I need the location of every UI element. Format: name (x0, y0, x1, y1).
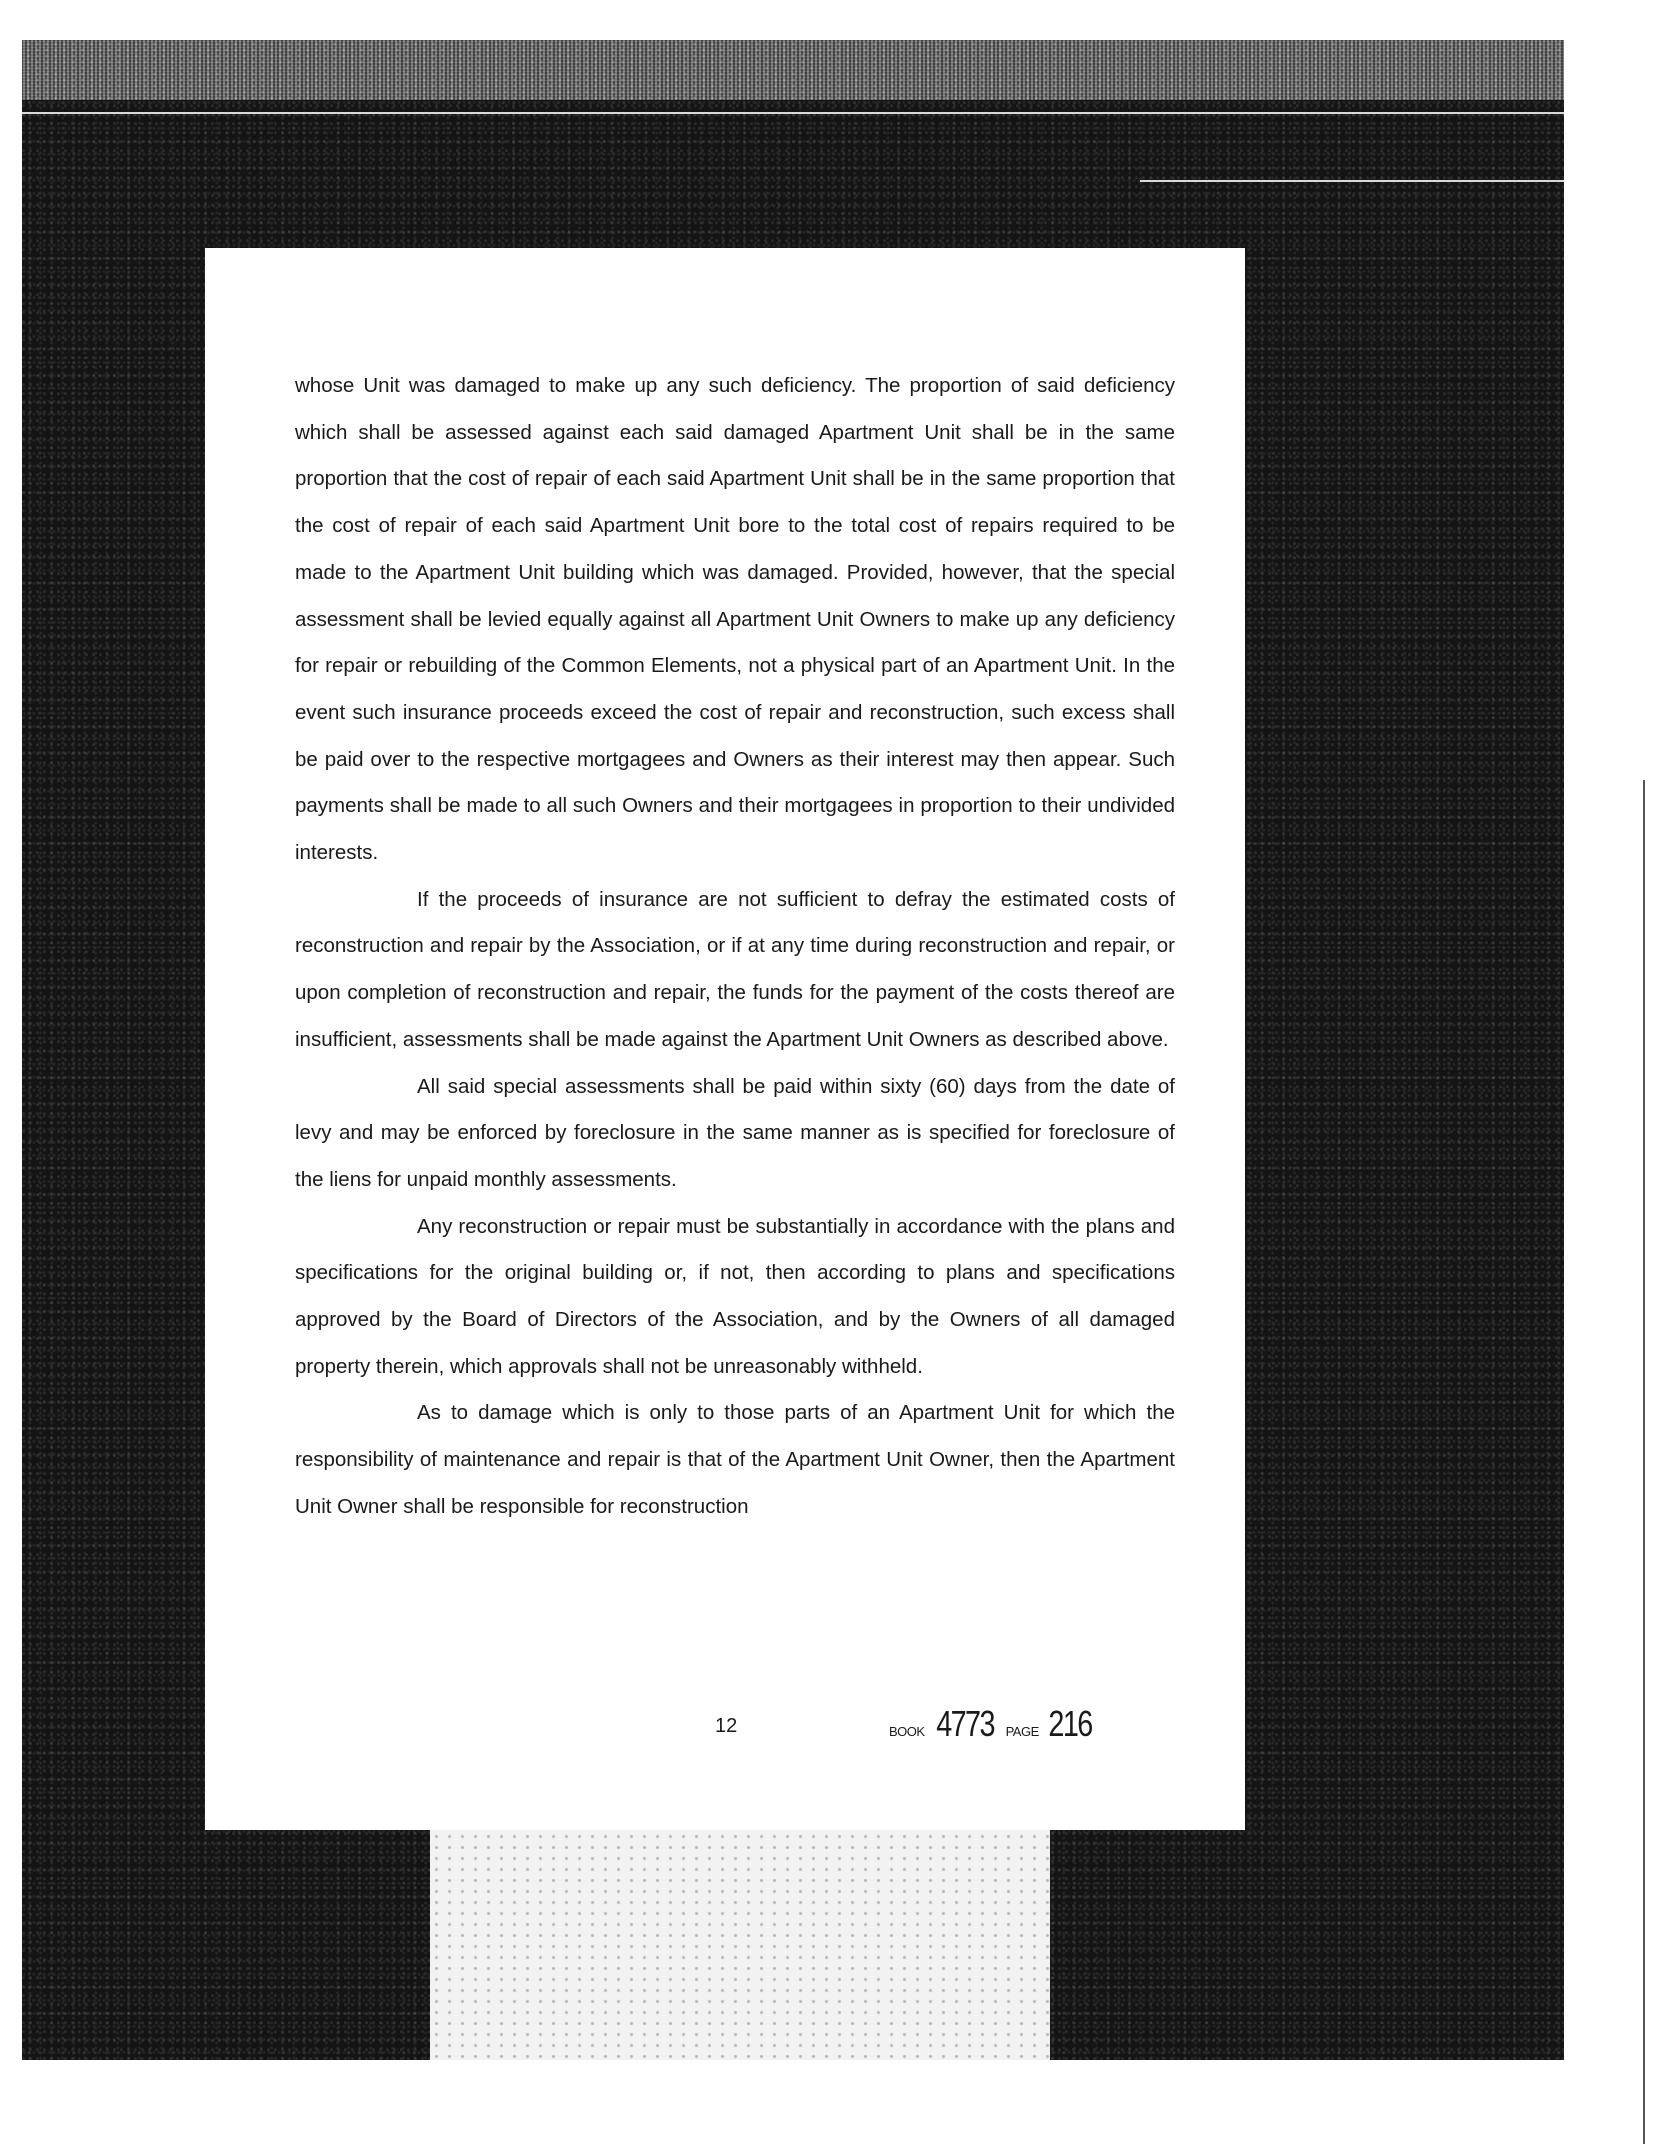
document-page (205, 248, 1245, 1830)
book-page-stamp (889, 1703, 1097, 1745)
scan-bottom-gap (430, 1820, 1050, 2060)
scan-rule-line (22, 112, 1564, 114)
paragraph-2: If the proceeds of insurance are not sufficient to defray the estimated costs of reconstruction and repair by the Association, or if at any time during reconstruction and repair, or upon completion of reconstruction and repair, the funds for the payment of the costs thereof are insufficient, assessments shall be made against the Apartment Unit Owners as described above. (295, 887, 1175, 1051)
scan-top-edge (22, 40, 1564, 100)
page-label: PAGE (1005, 1724, 1039, 1739)
book-number: 4773 (936, 1703, 994, 1744)
book-label: BOOK (889, 1724, 925, 1739)
scan-rule-line (1140, 180, 1564, 182)
body-text (295, 363, 1175, 1531)
page-footer (205, 1703, 1245, 1753)
paragraph-5: As to damage which is only to those parts of an Apartment Unit for which the responsibility of maintenance and repair is that of the Apartment Unit Owner, then the Apartment Unit Owner shall be responsible for reconstruction (295, 1401, 1175, 1518)
paragraph-4: Any reconstruction or repair must be substantially in accordance with the plans and specifications for the original building or, if not, then according to plans and specifications approved by the Board of Directors of the Association, and by the Owners of all damaged property therein, which approvals shall not be unreasonably withheld. (295, 1214, 1175, 1378)
paragraph-1: whose Unit was damaged to make up any such deficiency. The proportion of said deficiency which shall be assessed against each said damaged Apartment Unit shall be in the same proportion that the cost of repair of each said Apartment Unit shall be in the same proportion that the cost of repair of each said Apartment Unit bore to the total cost of repairs required to be made to the Apartment Unit building which was damaged. Provided, however, that the special assessment shall be levied equally against all Apartment Unit Owners to make up any deficiency for repair or rebuilding of the Common Elements, not a physical part of an Apartment Unit. In the event such insurance proceeds exceed the cost of repair and reconstruction, such excess shall be paid over to the respective mortgagees and Owners as their interest may then appear. Such payments shall be made to all such Owners and their mortgagees in proportion to their undivided interests. (295, 374, 1175, 865)
page-ref: 216 (1048, 1703, 1092, 1744)
margin-line (1643, 780, 1645, 2144)
paragraph-3: All said special assessments shall be paid within sixty (60) days from the date of levy and may be enforced by foreclosure in the same manner as is specified for foreclosure of the liens for unpaid monthly assessments. (295, 1074, 1175, 1191)
page-number: 12 (715, 1715, 738, 1737)
